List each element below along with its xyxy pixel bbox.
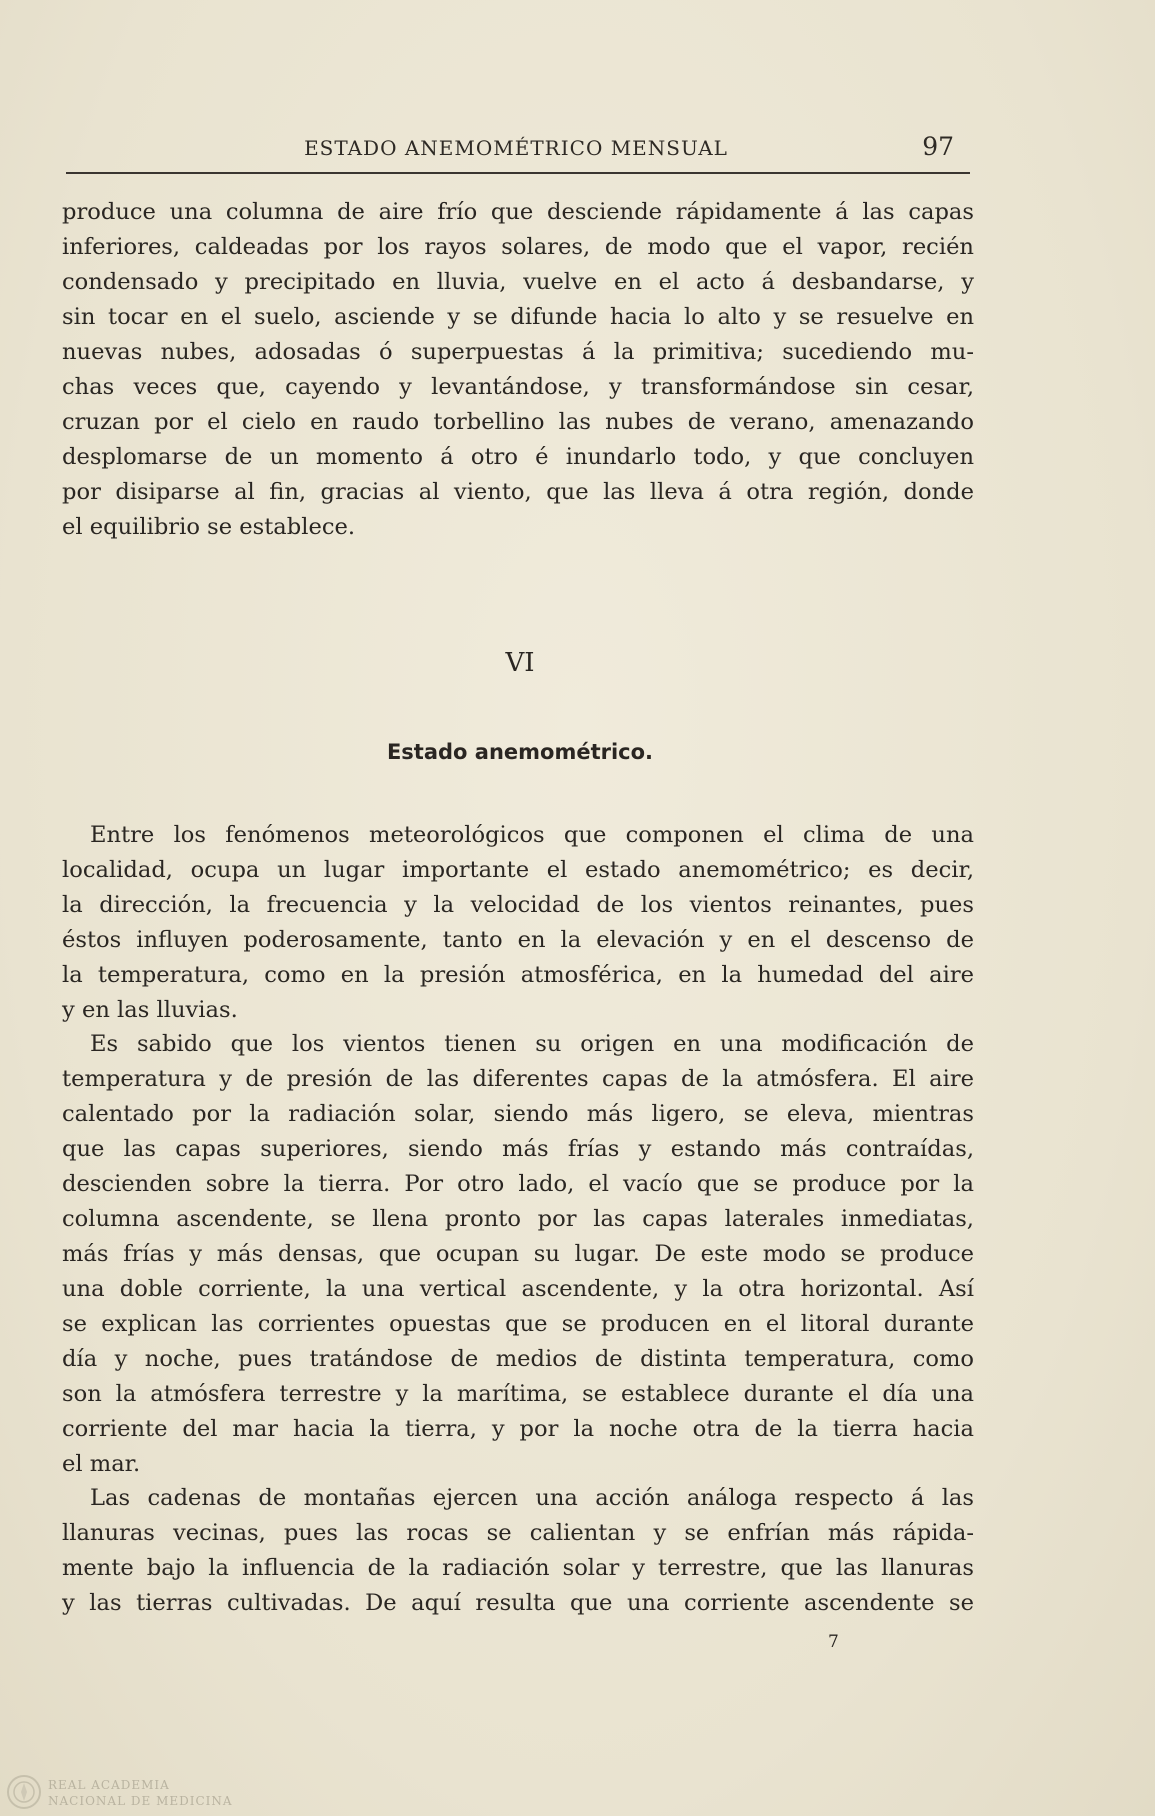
text-line: inferiores, caldeadas por los rayos solares, de modo que el vapor, recién <box>62 234 974 260</box>
academy-seal-icon <box>6 1774 42 1810</box>
text-line: más frías y más densas, que ocupan su lugar. De este modo se produce <box>62 1241 974 1267</box>
text-line: corriente del mar hacia la tierra, y por la noche otra de la tierra hacia <box>62 1416 974 1442</box>
text-line: calentado por la radiación solar, siendo más ligero, se eleva, mientras <box>62 1101 974 1127</box>
text-line: el equilibrio se establece. <box>62 514 356 540</box>
paragraph-2 <box>62 818 974 1028</box>
text-line: condensado y precipitado en lluvia, vuelve en el acto á desbandarse, y <box>62 269 974 295</box>
text-line: Las cadenas de montañas ejercen una acción análoga respecto á las <box>90 1485 974 1511</box>
page-number: 97 <box>922 132 954 161</box>
text-line: cruzan por el cielo en raudo torbellino las nubes de verano, amenazando <box>62 409 974 435</box>
section-title: Estado anemométrico. <box>386 740 654 764</box>
text-line: columna ascendente, se llena pronto por las capas laterales inmediatas, <box>62 1206 974 1232</box>
text-line: Es sabido que los vientos tienen su origen en una modificación de <box>90 1031 974 1057</box>
text-line: mente bajo la influencia de la radiación solar y terrestre, que las llanuras <box>62 1555 974 1581</box>
text-line: nuevas nubes, adosadas ó superpuestas á la primitiva; sucediendo mu- <box>62 339 974 365</box>
text-line: descienden sobre la tierra. Por otro lado, el vacío que se produce por la <box>62 1171 974 1197</box>
text-line: y las tierras cultivadas. De aquí resulta que una corriente ascendente se <box>62 1590 974 1616</box>
text-line: Entre los fenómenos meteorológicos que componen el clima de una <box>90 822 974 848</box>
text-line: temperatura y de presión de las diferentes capas de la atmósfera. El aire <box>62 1066 974 1092</box>
text-line: se explican las corrientes opuestas que se producen en el litoral durante <box>62 1311 974 1337</box>
text-line: chas veces que, cayendo y levantándose, y transformándose sin cesar, <box>62 374 974 400</box>
text-line: y en las lluvias. <box>62 997 238 1023</box>
header-rule <box>66 172 970 174</box>
text-line: día y noche, pues tratándose de medios de distinta temperatura, como <box>62 1346 974 1372</box>
signature-mark: 7 <box>828 1632 839 1652</box>
paragraph-3 <box>62 1027 974 1482</box>
running-head <box>62 132 970 168</box>
text-line: el mar. <box>62 1451 141 1477</box>
text-line: éstos influyen poderosamente, tanto en la elevación y en el descenso de <box>62 927 974 953</box>
text-line: una doble corriente, la una vertical ascendente, y la otra horizontal. Así <box>62 1276 974 1302</box>
section-number: VI <box>505 648 535 678</box>
text-line: desplomarse de un momento á otro é inundarlo todo, y que concluyen <box>62 444 974 470</box>
library-watermark <box>4 1770 233 1814</box>
text-line: localidad, ocupa un lugar importante el estado anemométrico; es decir, <box>62 857 974 883</box>
text-line: que las capas superiores, siendo más frías y estando más contraídas, <box>62 1136 974 1162</box>
text-line: la dirección, la frecuencia y la velocidad de los vientos reinantes, pues <box>62 892 974 918</box>
running-title: ESTADO ANEMOMÉTRICO MENSUAL <box>304 136 728 160</box>
paragraph-4 <box>62 1481 974 1621</box>
text-line: produce una columna de aire frío que desciende rápidamente á las capas <box>62 199 974 225</box>
text-line: por disiparse al fin, gracias al viento, que las lleva á otra región, donde <box>62 479 974 505</box>
text-line: llanuras vecinas, pues las rocas se calientan y se enfrían más rápida- <box>62 1520 974 1546</box>
text-line: la temperatura, como en la presión atmosférica, en la humedad del aire <box>62 962 974 988</box>
watermark-line-2: NACIONAL DE MEDICINA <box>48 1794 233 1808</box>
text-line: son la atmósfera terrestre y la marítima, se establece durante el día una <box>62 1381 974 1407</box>
text-line: sin tocar en el suelo, asciende y se difunde hacia lo alto y se resuelve en <box>62 304 974 330</box>
watermark-line-1: REAL ACADEMIA <box>48 1778 170 1792</box>
paragraph-1 <box>62 195 974 545</box>
